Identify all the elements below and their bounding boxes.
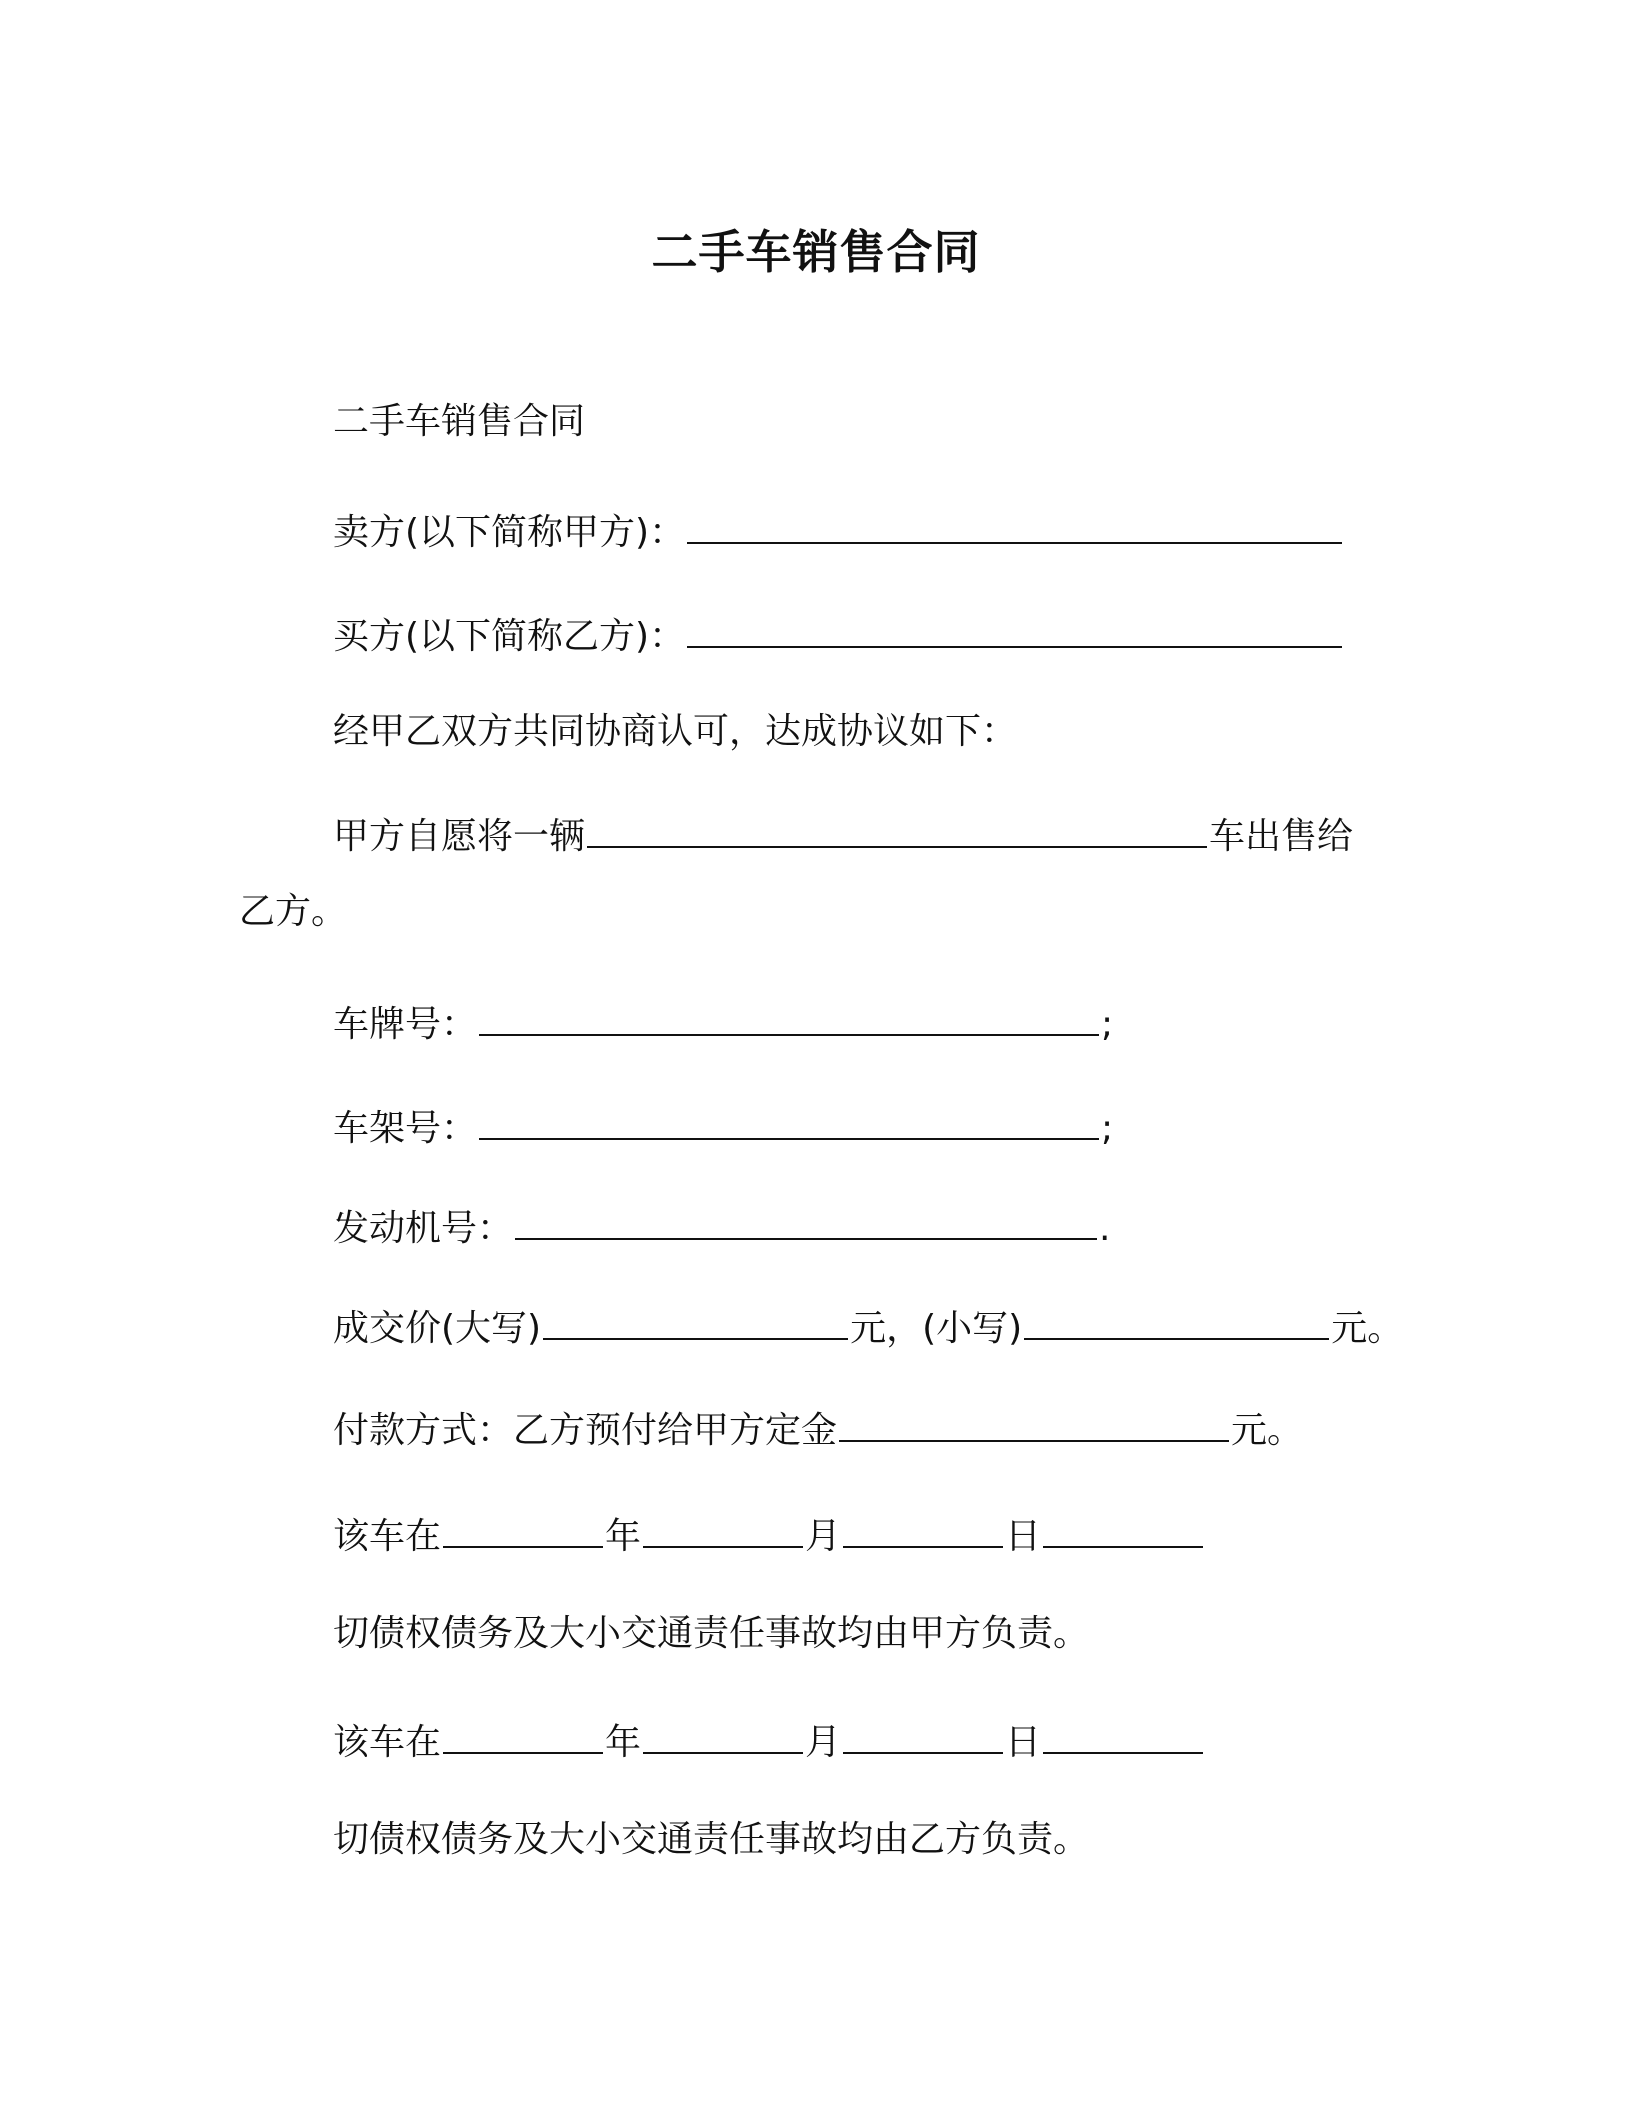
agreement-intro: 经甲乙双方共同协商认可，达成协议如下： bbox=[333, 711, 1018, 752]
price-words-blank[interactable] bbox=[543, 1302, 848, 1340]
date-b-time-blank[interactable] bbox=[1043, 1716, 1203, 1754]
frame-line bbox=[333, 1102, 1113, 1153]
buyer-label: 买方(以下简称乙方)： bbox=[333, 616, 686, 657]
engine-label: 发动机号： bbox=[333, 1208, 514, 1249]
date-a-time-blank[interactable] bbox=[1043, 1510, 1203, 1548]
payment-suffix: 元。 bbox=[1231, 1410, 1304, 1451]
seller-label: 卖方(以下简称甲方)： bbox=[333, 512, 686, 553]
plate-label: 车牌号： bbox=[333, 1004, 478, 1045]
plate-line bbox=[333, 998, 1113, 1049]
deposit-blank[interactable] bbox=[839, 1404, 1229, 1442]
frame-blank[interactable] bbox=[479, 1102, 1099, 1140]
frame-label: 车架号： bbox=[333, 1108, 478, 1149]
engine-end: . bbox=[1099, 1208, 1111, 1249]
frame-end: ; bbox=[1101, 1108, 1114, 1149]
seller-blank[interactable] bbox=[687, 506, 1342, 544]
seller-line bbox=[333, 506, 1344, 557]
price-line bbox=[333, 1302, 1403, 1353]
price-suffix: 元。 bbox=[1331, 1308, 1404, 1349]
date-a-year: 年 bbox=[605, 1516, 642, 1557]
payment-prefix: 付款方式：乙方预付给甲方定金 bbox=[333, 1410, 838, 1451]
price-number-blank[interactable] bbox=[1024, 1302, 1329, 1340]
buyer-blank[interactable] bbox=[687, 610, 1342, 648]
subtitle: 二手车销售合同 bbox=[333, 401, 586, 442]
plate-end: ; bbox=[1101, 1004, 1114, 1045]
date-b-month: 月 bbox=[805, 1722, 842, 1763]
date-line-a bbox=[333, 1510, 1205, 1561]
date-b-day-blank[interactable] bbox=[843, 1716, 1003, 1754]
date-a-month: 月 bbox=[805, 1516, 842, 1557]
sale-continuation: 乙方。 bbox=[239, 891, 348, 932]
document-title: 二手车销售合同 bbox=[651, 225, 981, 279]
vehicle-model-blank[interactable] bbox=[587, 810, 1207, 848]
date-a-day: 日 bbox=[1005, 1516, 1042, 1557]
date-b-month-blank[interactable] bbox=[643, 1716, 803, 1754]
date-a-year-blank[interactable] bbox=[443, 1510, 603, 1548]
sale-suffix: 车出售给 bbox=[1209, 816, 1354, 857]
buyer-line bbox=[333, 610, 1344, 661]
date-b-day: 日 bbox=[1005, 1722, 1042, 1763]
price-mid: 元，(小写) bbox=[850, 1308, 1023, 1349]
sale-line bbox=[333, 810, 1353, 861]
date-b-year-blank[interactable] bbox=[443, 1716, 603, 1754]
liability-b: 切债权债务及大小交通责任事故均由乙方负责。 bbox=[333, 1819, 1090, 1860]
date-a-day-blank[interactable] bbox=[843, 1510, 1003, 1548]
date-b-prefix: 该车在 bbox=[333, 1722, 442, 1763]
date-a-prefix: 该车在 bbox=[333, 1516, 442, 1557]
payment-line bbox=[333, 1404, 1303, 1455]
plate-blank[interactable] bbox=[479, 998, 1099, 1036]
engine-line bbox=[333, 1202, 1110, 1253]
date-line-b bbox=[333, 1716, 1205, 1767]
engine-blank[interactable] bbox=[515, 1202, 1097, 1240]
date-a-month-blank[interactable] bbox=[643, 1510, 803, 1548]
liability-a: 切债权债务及大小交通责任事故均由甲方负责。 bbox=[333, 1613, 1090, 1654]
date-b-year: 年 bbox=[605, 1722, 642, 1763]
sale-prefix: 甲方自愿将一辆 bbox=[333, 816, 586, 857]
price-prefix: 成交价(大写) bbox=[333, 1308, 542, 1349]
